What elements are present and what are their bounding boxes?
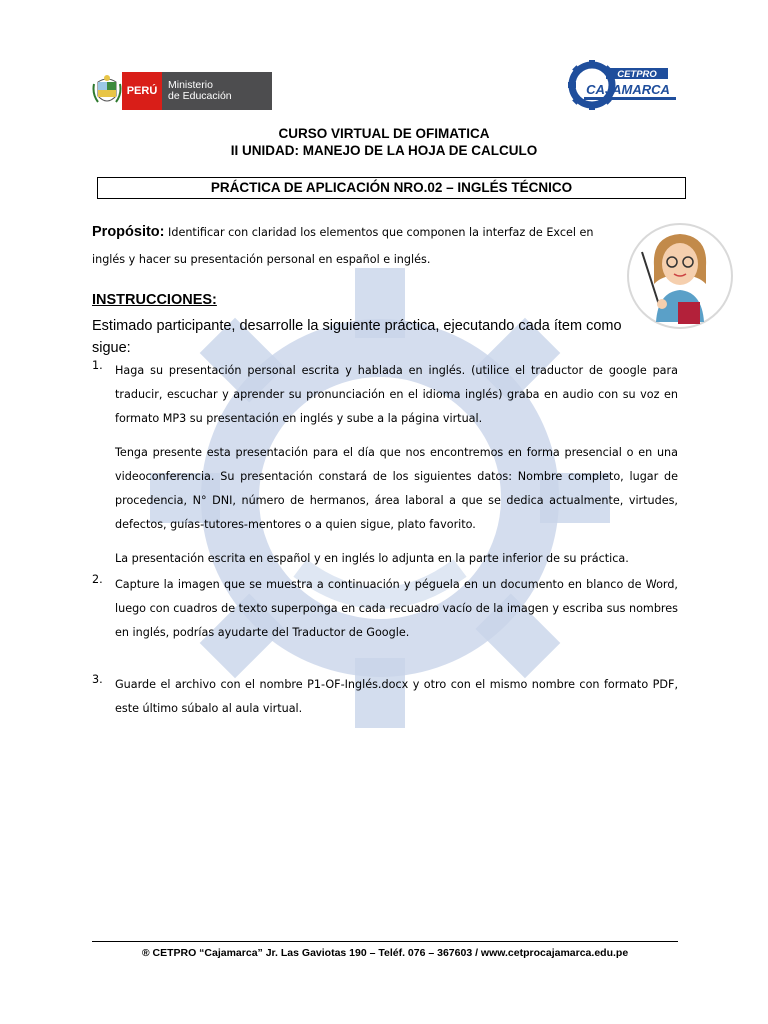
practice-title-box: PRÁCTICA DE APLICACIÓN NRO.02 – INGLÉS TÉCNICO xyxy=(97,177,686,199)
item-paragraph: Haga su presentación personal escrita y hablada en inglés. (utilice el traductor de google para traducir, escuchar y aprender su pronunciación en el idioma inglés) graba en audio con su voz en formato MP3 su presentación en inglés y sube a la página virtual. xyxy=(115,364,678,425)
ministry-line-2: de Educación xyxy=(168,90,232,102)
purpose-text: Identificar con claridad los elementos que componen la interfaz de Excel en inglés y hacer su presentación personal en español e inglés. xyxy=(92,226,594,266)
svg-text:CAJAMARCA: CAJAMARCA xyxy=(586,82,670,97)
footer-text: ® CETPRO “Cajamarca” Jr. Las Gaviotas 190 – Teléf. 076 – 367603 / www.cetprocajamarca.edu.pe xyxy=(141,947,629,959)
footer-divider xyxy=(92,941,678,942)
item-paragraph: Guarde el archivo con el nombre P1-OF-Inglés.docx y otro con el mismo nombre con formato PDF, este último súbalo al aula virtual. xyxy=(115,678,678,715)
course-title: CURSO VIRTUAL DE OFIMATICA xyxy=(278,126,490,141)
instructions-heading: INSTRUCCIONES: xyxy=(92,292,217,308)
peru-coat-of-arms-icon xyxy=(92,74,122,108)
instruction-item-1 xyxy=(92,359,678,571)
instruction-item-3 xyxy=(92,673,678,721)
ministry-name xyxy=(162,72,272,110)
item-paragraph: Capture la imagen que se muestra a continuación y péguela en un documento en blanco de Word, luego con cuadros de texto superponga en cada recuadro vacío de la imagen y escriba sus nombres en inglés, podrías ayudarte del Traductor de Google. xyxy=(115,578,678,639)
teacher-illustration-icon xyxy=(626,222,734,330)
item-number: 3. xyxy=(92,673,103,686)
instruction-item-2 xyxy=(92,573,678,645)
peru-badge-label: PERÚ xyxy=(126,85,158,97)
cetpro-cajamarca-logo xyxy=(566,60,678,110)
ministry-of-education-logo xyxy=(92,72,282,110)
purpose-label: Propósito: xyxy=(92,224,165,240)
ministry-line-1: Ministerio xyxy=(168,79,213,91)
item-number: 2. xyxy=(92,573,103,586)
unit-title: II UNIDAD: MANEJO DE LA HOJA DE CALCULO xyxy=(230,143,538,158)
item-paragraph: La presentación escrita en español y en inglés lo adjunta en la parte inferior de su práctica. xyxy=(115,552,629,565)
item-number: 1. xyxy=(92,359,103,372)
purpose-paragraph xyxy=(92,219,612,273)
instructions-intro: Estimado participante, desarrolle la siguiente práctica, ejecutando cada ítem como sigue: xyxy=(92,318,622,356)
peru-badge xyxy=(122,72,162,110)
svg-text:CETPRO: CETPRO xyxy=(617,69,657,80)
item-paragraph: Tenga presente esta presentación para el día que nos encontremos en forma presencial o en una videoconferencia. Su presentación constará de los siguientes datos: Nombre completo, lugar de procedencia, N° DNI, número de hermanos, área laboral a que se dedica actualmente, virtudes, defectos, guías-tutores-mentores o a quien sigue, plato favorito. xyxy=(115,446,678,531)
